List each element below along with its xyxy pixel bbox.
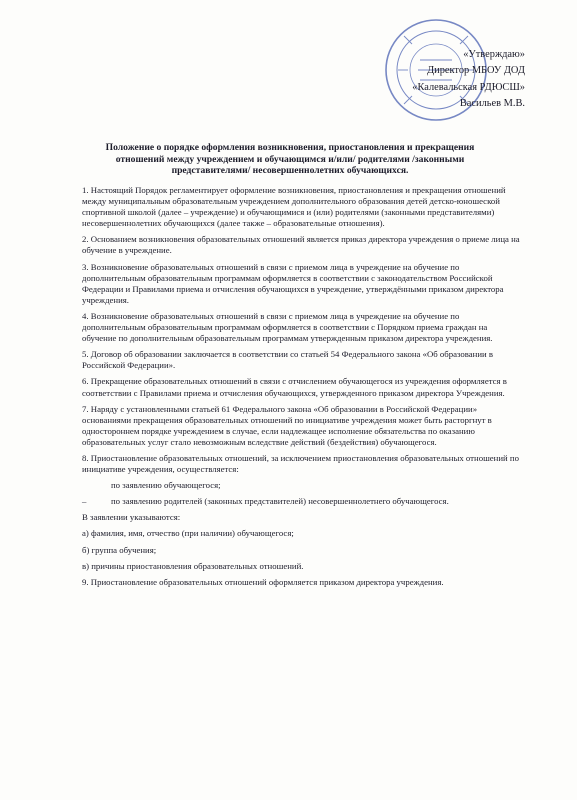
item-c: в) причины приостановления образовательных отношений. [82,560,304,571]
approval-line-approve: «Утверждаю» [463,49,525,60]
approval-line-signatory: Васильев М.В. [459,98,525,110]
application-intro: В заявлении указываются: [82,512,181,523]
approval-block [412,47,525,113]
list-item [82,496,522,507]
paragraph-8: 8. Приостановление образовательных отношений, за исключением приостановления образовательных отношений по инициативе учреждения, осуществляется: [82,452,519,475]
paragraph-7: 7. Наряду с установленными статьей 61 Федерального закона «Об образовании в Российской Федерации» основаниями прекращения образовательных отношений по инициативе учреждения может быть расторгнут в одностороннем порядке учреждением в случае, если надлежащее исполнение обязательства по оказанию образовательных услуг стало невозможным вследствие действий (бездействия) обучающегося. [82,403,492,447]
paragraph-3: 3. Возникновение образовательных отношений в связи с приемом лица в учреждение на обучение по дополнительным образовательным программам оформляется в соответствии с законодательством Российской Федерации и Правилами приема и отчисления обучающихся в учреждение, утверждёнными приказом директора учреждения. [82,261,504,305]
title-line-1: Положение о порядке оформления возникновения, приостановления и прекращения [105,142,475,153]
paragraph-4: 4. Возникновение образовательных отношений в связи с приемом лица в учреждение на обучение по дополнительным образовательным программам оформляется в соответствии с Порядком приема граждан на обучение по дополнительным образовательным программам утвержденным приказом директора учреждения. [82,310,493,344]
document-body [82,185,522,593]
item-b: б) группа обучения; [82,544,157,555]
title-line-3: представителями/ несовершеннолетних обучающихся. [171,165,409,177]
paragraph-1: 1. Настоящий Порядок регламентирует оформление возникновения, приостановления и прекращения отношений между муниципальным образовательным учреждением дополнительного образования детей детско-юношеской спортивной школой (далее – учреждение) и обучающимися и (или) родителями (законными представителями) несовершеннолетних обучающихся (далее также – образовательные отношения). [82,185,506,229]
bullet-text-parents: по заявлению родителей (законных представителей) несовершеннолетнего обучающегося. [111,496,449,507]
item-a: а) фамилия, имя, отчество (при наличии) обучающегося; [82,528,294,539]
paragraph-9: 9. Приостановление образовательных отношений оформляется приказом директора учреждения. [82,576,444,587]
paragraph-2: 2. Основанием возникновения образовательных отношений является приказ директора учреждения о приеме лица на обучение в учреждение. [82,234,520,256]
document-title [90,142,490,177]
approval-line-position: Директор МБОУ ДОД [427,65,525,77]
bullet-mark [82,480,111,491]
paragraph-6: 6. Прекращение образовательных отношений в связи с отчислением обучающегося из учреждения оформляется в соответствии с Правилами приема и отчисления обучающихся, утвержденного приказом директора Учреждения. [82,376,507,398]
bullet-text-student: по заявлению обучающегося; [111,480,221,491]
list-item [82,480,522,491]
paragraph-5: 5. Договор об образовании заключается в соответствии со статьей 54 Федерального закона «Об образовании в Российской Федерации». [82,349,494,371]
title-line-2: отношений между учреждением и обучающимся и/или/ родителями /законными [115,153,465,165]
approval-line-organization: «Калевальская РДЮСШ» [412,81,525,93]
dash-mark: – [82,496,87,507]
